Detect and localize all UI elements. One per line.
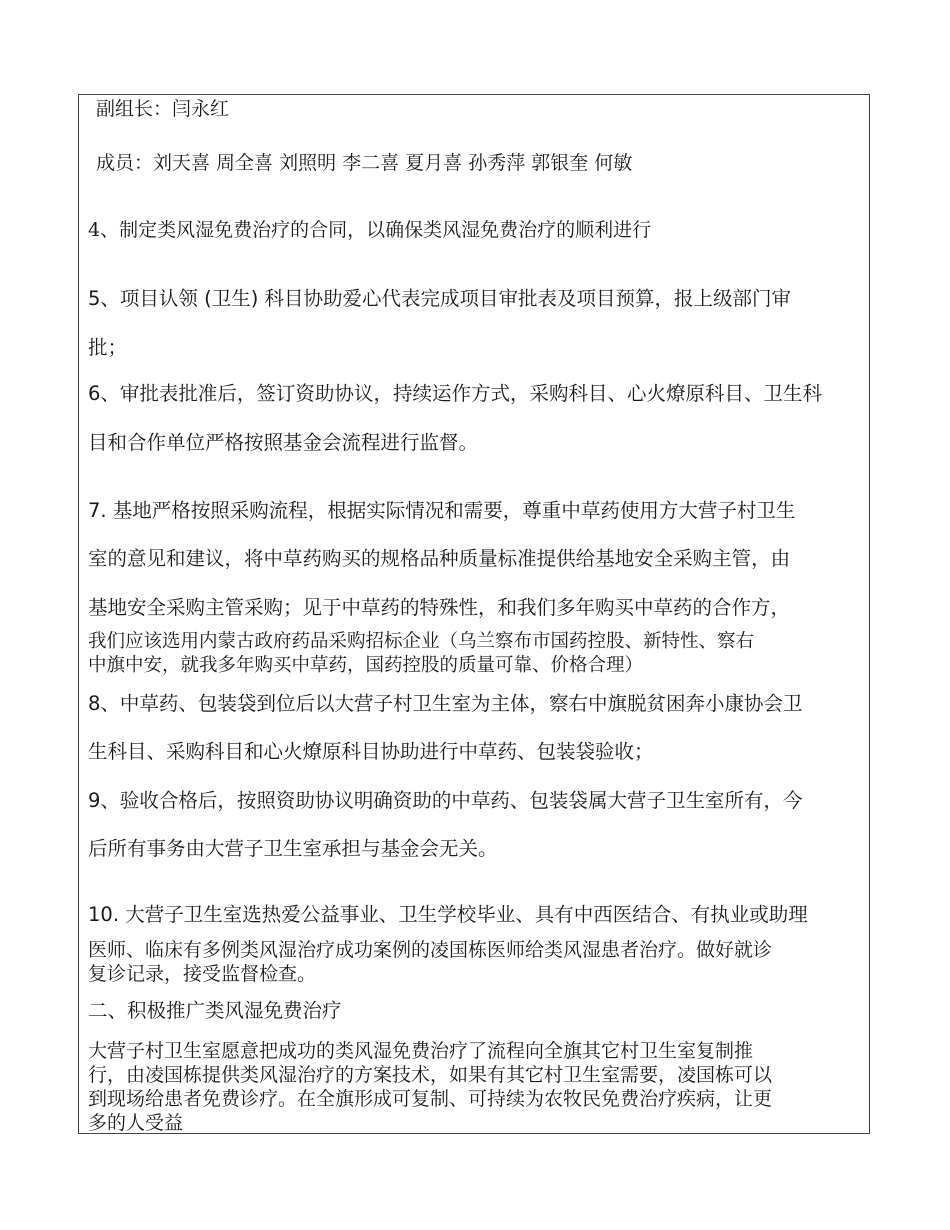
item-9-line-1 (88, 789, 802, 813)
item-4-text: 4、制定类风湿免费治疗的合同，以确保类风湿免费治疗的顺利进行 (88, 219, 652, 241)
item-6-seg-a: 6、审批表批准后，签订 (88, 382, 296, 405)
item-7-seg-d: 大营子村卫生 (678, 499, 796, 522)
item-7-seg-c: 使用方 (619, 499, 679, 522)
item-10-line-1 (88, 903, 808, 927)
item-8-seg-b: 中草药、包装袋 (119, 692, 257, 715)
item-4-line (88, 218, 651, 242)
item-8-seg-e: 为主体， (470, 692, 549, 715)
item-8-seg-c: 到位后 (256, 692, 315, 715)
item-10-seg-c: 医师、临床有多例类风湿治疗成功案例的凌国栋医师给类风湿患者治疗。做好就诊 (88, 939, 773, 961)
closing-para-line-1 (88, 1039, 753, 1063)
item-6-line-2 (88, 431, 478, 455)
item-6-seg-e: 严格按照基金会流程 (205, 431, 381, 454)
closing-para-text-1: 大营子村卫生室愿意把成功的类风湿免费治疗了流程向全旗其它村卫生室复制推 (88, 1040, 754, 1062)
item-7-seg-a: 7. 基地严格按照采购流程，根据实际情况和需要，尊重 (88, 499, 562, 522)
item-6-seg-b: 资助 (295, 382, 335, 405)
item-8-seg-f: 察右中旗脱 (548, 692, 647, 715)
section-2-seg-b: 推广类风湿免费治疗 (166, 999, 342, 1022)
members-line (96, 151, 632, 175)
item-7-line-5 (88, 654, 643, 678)
item-10-seg-a: 10. (88, 903, 126, 926)
closing-para-line-2 (88, 1063, 772, 1087)
item-8-seg-g: 贫 (646, 692, 667, 715)
item-7-line-4 (88, 630, 754, 654)
closing-para-text-4: 多的人受益 (88, 1112, 184, 1134)
item-9-seg-g: 所有事务由大营子卫生室承担与基金会无关。 (107, 837, 498, 860)
item-7-line-1 (88, 499, 795, 523)
item-7-line-3 (88, 596, 790, 620)
item-7-seg-k: 基地安全采购主管 (88, 596, 245, 619)
item-8-line-2 (88, 740, 654, 764)
item-7-seg-m: 我们应该选用内蒙古政府药品采购招标企业（乌兰察布市国药控股、新特性、察右 (88, 631, 755, 652)
item-10-line-2 (88, 938, 772, 962)
item-8-line-1 (88, 692, 803, 716)
item-5-seg-a: 5、项目认领 (卫生) 科目 (88, 287, 304, 310)
item-9-seg-a: 9、 (88, 789, 120, 812)
closing-para-text-3: 到现场给患者免费诊疗。在全旗形成可复制、可持续为农牧民免费治疗疾病，让更 (88, 1088, 773, 1110)
item-8-seg-d: 以大营子村卫生室 (314, 692, 471, 715)
closing-para-line-4 (88, 1111, 183, 1135)
item-7-seg-g: 将中草药 (244, 547, 323, 570)
item-7-seg-h: 购买的规格 (322, 547, 420, 570)
item-7-seg-i: 品种质量标准 (419, 547, 537, 570)
item-8-seg-a: 8、 (88, 692, 120, 715)
closing-para-line-3 (88, 1087, 772, 1111)
item-8-seg-i: 奔小康协会卫 (685, 692, 803, 715)
item-8-seg-j: 生科目、采购科目和心火燎原科目协助进行 (88, 740, 459, 763)
item-8-seg-h: 困 (666, 692, 686, 715)
item-7-line-2 (88, 547, 790, 571)
item-7-seg-j: 提供给基地安全采购主管，由 (536, 547, 791, 570)
item-10-seg-b: 大营子卫生室选热爱公益事业、卫生学校毕业、具有中西医结合、有执业或助理 (125, 903, 808, 926)
item-7-seg-f: 的意见和建议， (107, 547, 245, 570)
section-2-seg-a: 二、积极 (88, 999, 167, 1022)
item-9-seg-c: 属 (587, 789, 608, 812)
item-5-seg-b: 协助爱心代表完成 (303, 287, 460, 310)
item-8-seg-l: 验收； (595, 740, 654, 763)
item-6-seg-f: 进行 (380, 431, 420, 454)
item-6-seg-g: 监督。 (419, 431, 479, 454)
item-5-line-2 (88, 336, 127, 360)
item-9-line-2 (88, 837, 498, 861)
members-label: 成员： (96, 152, 154, 174)
item-7-seg-l: 采购；见于中草药的特殊性，和我们多年购买中草药的合作方， (244, 596, 791, 619)
item-9-seg-e: 所有，今 (724, 789, 803, 812)
item-6-line-1 (88, 382, 822, 406)
item-6-seg-d: 目和合作单位 (88, 431, 206, 454)
closing-para-text-2: 行，由凌国栋提供类风湿治疗的方案技术，如果有其它村卫生室需要，凌国栋可以 (88, 1064, 773, 1086)
item-9-seg-f: 后 (88, 837, 108, 860)
section-2-heading (88, 999, 342, 1023)
item-7-seg-b: 中草药 (561, 499, 620, 522)
item-5-seg-d: 批； (88, 336, 128, 359)
item-9-seg-d: 大营子卫生室 (607, 789, 725, 812)
item-9-seg-b: 验收合格后，按照资助协议明确资助的中草药、包装袋 (119, 789, 588, 812)
item-6-seg-c: 协议，持续运作方式，采购科目、心火燎原科目、卫生科 (334, 382, 822, 405)
item-10-line-3 (88, 962, 316, 986)
item-5-seg-c: 项目审批表及项目预算，报上级部门审 (459, 287, 792, 310)
item-7-seg-n: 中旗中安，就我多年购买中草药，国药控股的质量可靠、价格合理） (88, 655, 644, 676)
item-10-seg-d: 复诊记录，接受监督检查。 (88, 963, 317, 985)
item-5-line-1 (88, 287, 791, 311)
deputy-leader-text: 副组长：闫永红 (96, 98, 230, 120)
item-8-seg-k: 中草药、包装袋 (458, 740, 596, 763)
item-7-seg-e: 室 (88, 547, 108, 570)
members-names: 刘天喜 周全喜 刘照明 李二喜 夏月喜 孙秀萍 郭银奎 何敏 (153, 152, 633, 174)
deputy-leader-line (96, 97, 229, 121)
